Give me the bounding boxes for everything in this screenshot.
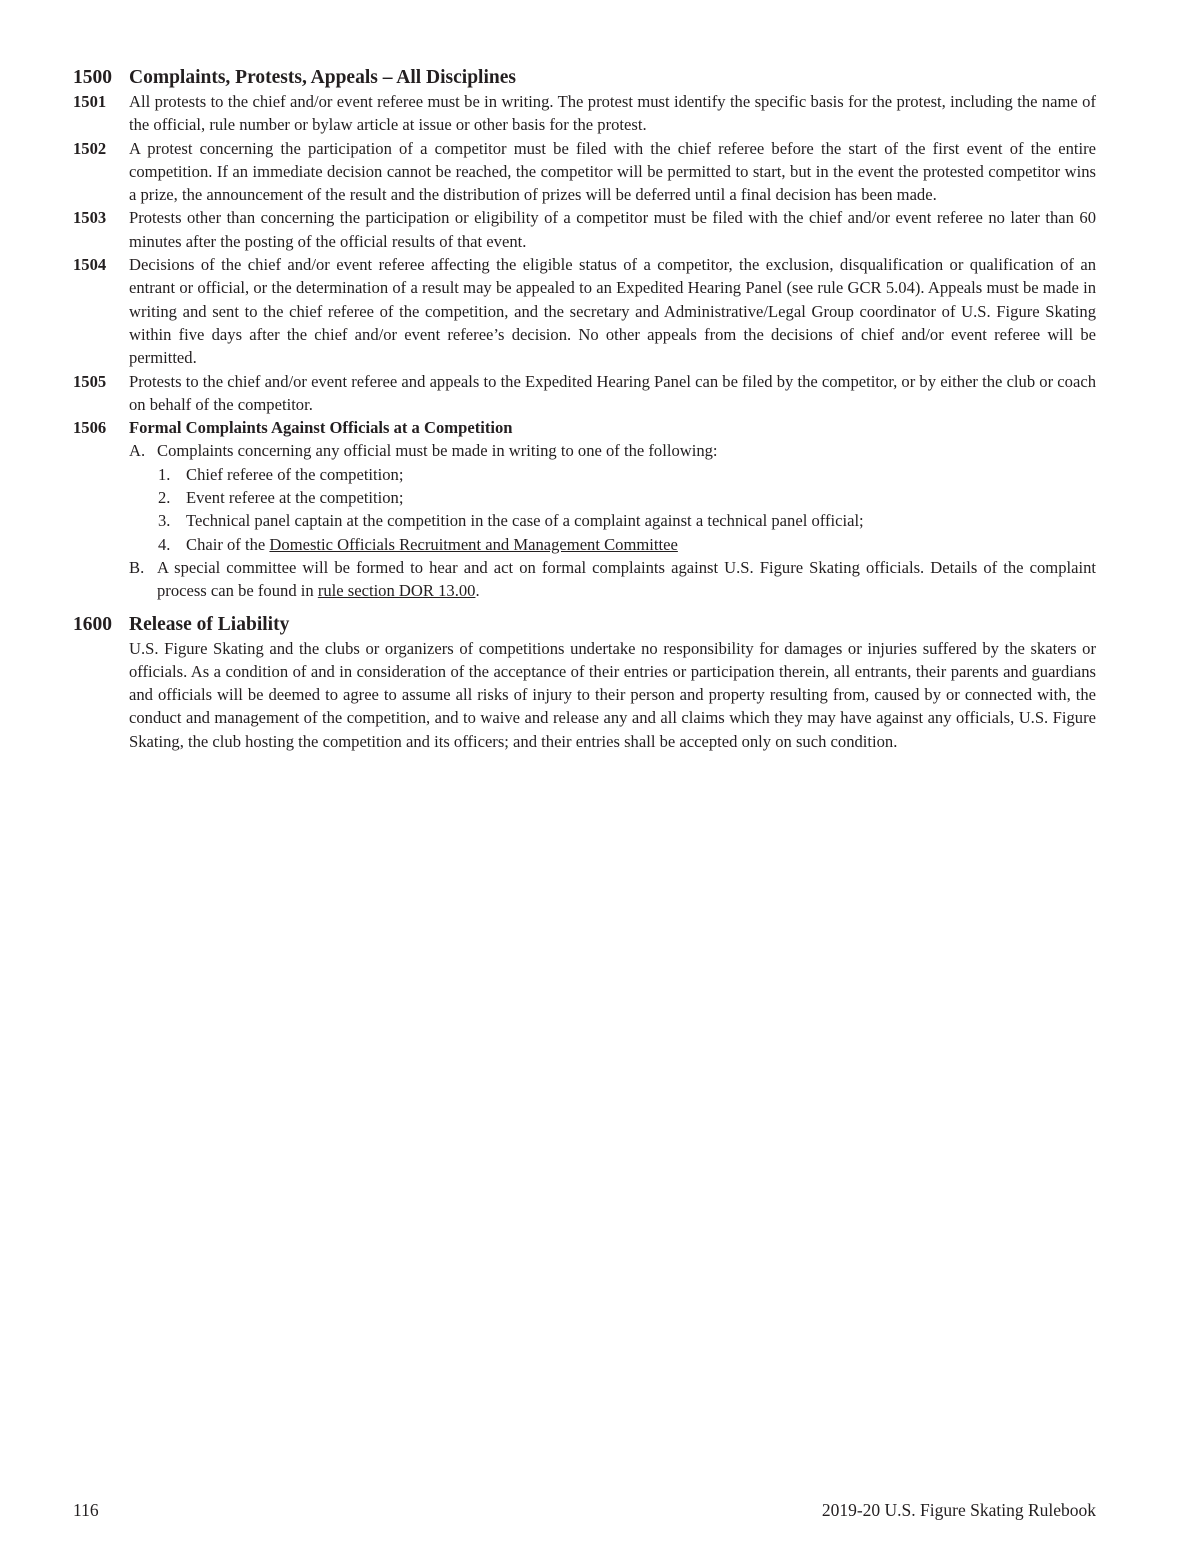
- list-item-text: Technical panel captain at the competition in the case of a complaint against a technical panel official;: [186, 511, 864, 531]
- rule-text: Protests to the chief and/or event referee and appeals to the Expedited Hearing Panel can be filed by the competitor, or by either the club or coach on behalf of the competitor.: [129, 371, 1096, 414]
- list-item-text: Chief referee of the competition;: [186, 464, 404, 484]
- rule-text: Protests other than concerning the participation or eligibility of a competitor must be filed with the chief and/or event referee no later than 60 minutes after the posting of the official results of that event.: [129, 208, 1096, 251]
- rule-number: 1506: [73, 418, 107, 438]
- dor-13-link[interactable]: rule section DOR 13.00: [317, 581, 476, 601]
- page-footer: [73, 1499, 1096, 1521]
- rule-text: All protests to the chief and/or event referee must be in writing. The protest must identify the specific basis for the protest, including the name of the official, rule number or bylaw article at issue or other basis for the protest.: [129, 92, 1096, 135]
- rule-number: 1501: [73, 92, 107, 111]
- subsection-a: [129, 439, 1096, 462]
- page-content: [73, 66, 1096, 753]
- book-title: 2019-20 U.S. Figure Skating Rulebook: [821, 1500, 1096, 1520]
- release-of-liability-text: U.S. Figure Skating and the clubs or organizers of competitions undertake no responsibility for damages or injuries suffered by the skaters or officials. As a condition of and in consideration of the acceptance of their entries or participation therein, all entrants, their parents and guardians and officials will be deemed to agree to assume all risks of injury to their person and property resulting from, caused by or connected with, the conduct and management of the competition, and to waive and release any and all claims which they may have against any officials, U.S. Figure Skating, the club hosting the competition and its officers; and their entries shall be accepted only on such condition.: [129, 638, 1096, 751]
- subsection-label: A.: [129, 441, 146, 461]
- list-item-text: [186, 533, 1096, 556]
- complaint-recipients-list: [157, 463, 1096, 556]
- section-number: 1600: [73, 613, 112, 635]
- rule-1506-body: [129, 439, 1096, 602]
- rule-1505: [73, 370, 1096, 417]
- section-title: Release of Liability: [129, 613, 290, 635]
- subsection-b: [129, 556, 1096, 603]
- section-number: 1500: [73, 67, 112, 88]
- list-item: [157, 486, 1096, 509]
- subsection-text: [157, 556, 1096, 603]
- list-item: [157, 463, 1096, 486]
- rule-1503: [73, 206, 1096, 253]
- subsection-b-prefix: A special committee will be formed to hear and act on formal complaints against U.S. Figure Skating officials. Details of the complaint process can be found in: [157, 557, 1096, 601]
- list-item-label: 2.: [158, 488, 171, 508]
- list-item-label: 4.: [158, 534, 171, 554]
- list-item: [157, 533, 1096, 556]
- section-heading-1500: [73, 66, 1096, 90]
- subsection-text: Complaints concerning any official must be made in writing to one of the following:: [157, 441, 718, 461]
- rule-1501: [73, 90, 1096, 137]
- page-number: 116: [73, 1500, 99, 1520]
- rule-1506: [73, 416, 1096, 439]
- list-item-prefix: Chair of the: [186, 534, 270, 554]
- section-gap: [73, 603, 1096, 613]
- rule-text: A protest concerning the participation of a competitor must be filed with the chief referee before the start of the first event of the entire competition. If an immediate decision cannot be reached, the competitor will be permitted to start, but in the event the protested competitor wins a prize, the announcement of the result and the distribution of prizes will be deferred until a final decision has been made.: [129, 138, 1096, 205]
- rule-number: 1504: [73, 255, 107, 275]
- subsection-b-suffix: .: [475, 581, 480, 601]
- rule-1504: [73, 253, 1096, 369]
- section-heading-1600: [73, 613, 1096, 637]
- rule-number: 1503: [73, 208, 107, 228]
- list-item-text: Event referee at the competition;: [186, 488, 404, 508]
- section-title: Complaints, Protests, Appeals – All Disciplines: [129, 67, 516, 88]
- list-item: [157, 509, 1096, 532]
- rule-1502: [73, 137, 1096, 207]
- rule-title: Formal Complaints Against Officials at a Competition: [129, 418, 513, 438]
- list-item-label: 1.: [158, 464, 171, 484]
- subsection-label: B.: [129, 557, 145, 577]
- rule-text: Decisions of the chief and/or event referee affecting the eligible status of a competitor, the exclusion, disqualification or qualification of an entrant or official, or the determination of a result may be appealed to an Expedited Hearing Panel (see rule GCR 5.04). Appeals must be made in writing and sent to the chief referee of the competition, and the secretary and Administrative/Legal Group coordinator of U.S. Figure Skating within five days after the chief and/or event referee’s decision. No other appeals from the decisions of chief and/or event referee will be permitted.: [129, 255, 1096, 368]
- rule-number: 1505: [73, 371, 107, 391]
- rule-number: 1502: [73, 138, 107, 158]
- dormc-link[interactable]: Domestic Officials Recruitment and Management Committee: [269, 534, 678, 554]
- list-item-label: 3.: [158, 511, 171, 531]
